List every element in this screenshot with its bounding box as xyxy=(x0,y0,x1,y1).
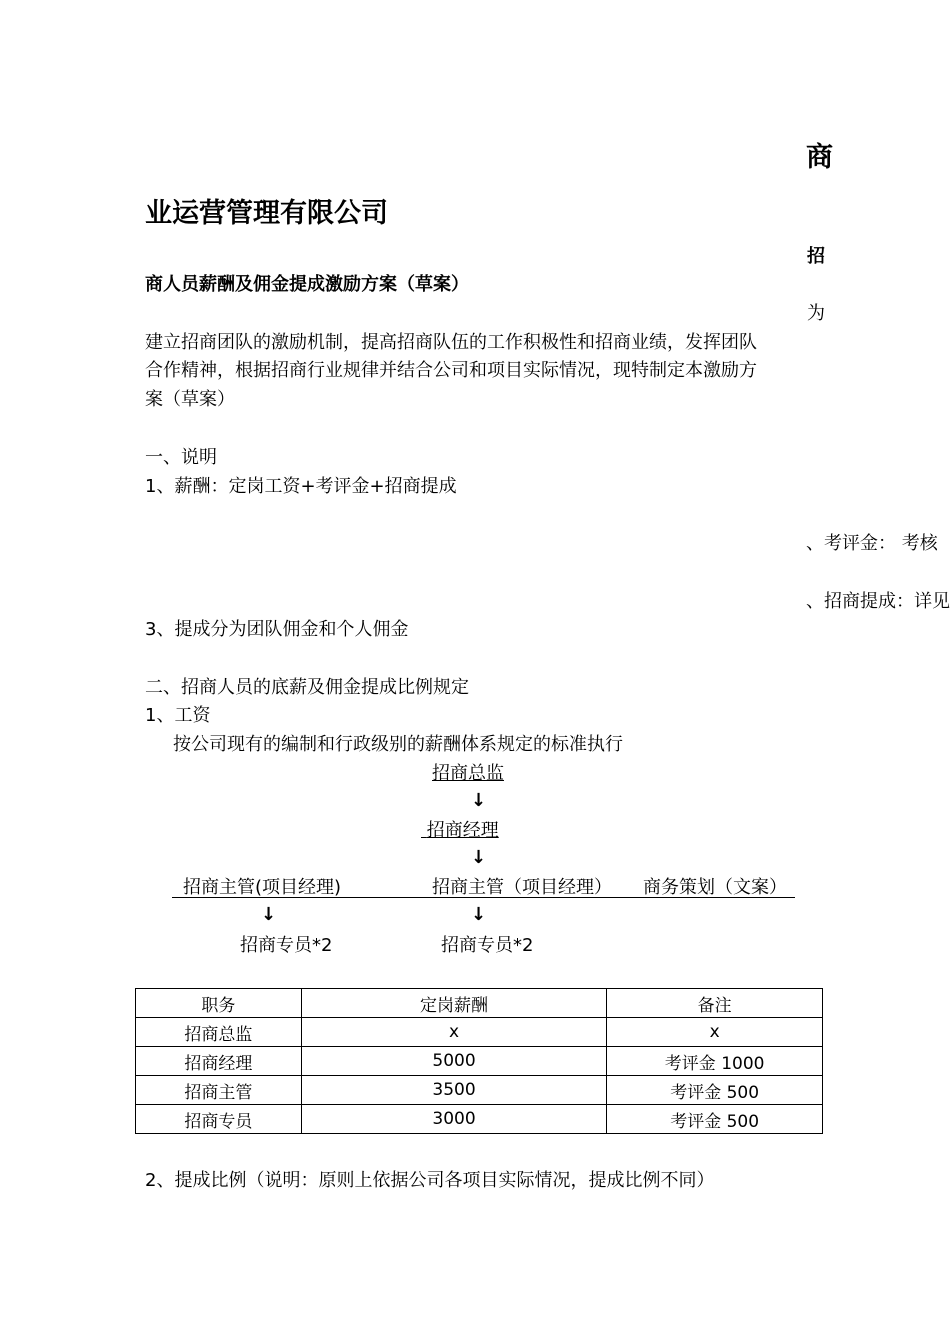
section1-item-3: 、招商提成：详见 xyxy=(806,591,950,612)
org-specialist-left: 招商专员*2 xyxy=(240,935,333,956)
section2-heading: 二、招商人员的底薪及佣金提成比例规定 xyxy=(145,677,469,698)
salary-table xyxy=(135,988,823,1134)
arrow-down-icon: ↓ xyxy=(471,847,487,868)
cell-position: 招商总监 xyxy=(136,1018,302,1047)
cell-position: 招商主管 xyxy=(136,1076,302,1105)
org-specialist-right: 招商专员*2 xyxy=(441,935,534,956)
subtitle-char: 招 xyxy=(807,246,825,267)
col-header-salary: 定岗薪酬 xyxy=(301,989,607,1018)
org-planner: 商务策划（文案） xyxy=(643,877,787,898)
cell-remark: x xyxy=(607,1018,823,1047)
cell-remark: 考评金 500 xyxy=(607,1076,823,1105)
intro-line-3: 案（草案） xyxy=(145,389,235,410)
table-row xyxy=(136,1047,823,1076)
org-supervisor-right: 招商主管（项目经理） xyxy=(432,877,612,898)
cell-remark: 考评金 1000 xyxy=(607,1047,823,1076)
section1-item-2: 、考评金： 考核 xyxy=(806,533,938,554)
cell-salary: 3500 xyxy=(301,1076,607,1105)
section1-heading: 一、说明 xyxy=(145,447,217,468)
org-director: 招商总监 xyxy=(432,763,504,784)
table-header-row xyxy=(136,989,823,1018)
section1-item-1: 1、薪酬：定岗工资+考评金+招商提成 xyxy=(145,476,457,497)
org-divider xyxy=(172,897,795,898)
arrow-down-icon: ↓ xyxy=(471,790,487,811)
section1-item-4: 3、提成分为团队佣金和个人佣金 xyxy=(145,619,409,640)
section2-item-1: 1、工资 xyxy=(145,705,211,726)
section2-item-1-desc: 按公司现有的编制和行政级别的薪酬体系规定的标准执行 xyxy=(173,734,623,755)
title-part1: 商 xyxy=(806,142,833,173)
cell-remark: 考评金 500 xyxy=(607,1105,823,1134)
col-header-remark: 备注 xyxy=(607,989,823,1018)
intro-line-1: 建立招商团队的激励机制，提高招商队伍的工作积极性和招商业绩，发挥团队 xyxy=(145,332,757,353)
table-row xyxy=(136,1018,823,1047)
cell-position: 招商经理 xyxy=(136,1047,302,1076)
cell-position: 招商专员 xyxy=(136,1105,302,1134)
subtitle: 商人员薪酬及佣金提成激励方案（草案） xyxy=(145,274,469,295)
table-row xyxy=(136,1076,823,1105)
cell-salary: 5000 xyxy=(301,1047,607,1076)
arrow-down-icon: ↓ xyxy=(471,904,487,925)
cell-salary: 3000 xyxy=(301,1105,607,1134)
org-supervisor-left: 招商主管(项目经理) xyxy=(183,877,342,898)
cell-salary: x xyxy=(301,1018,607,1047)
arrow-down-icon: ↓ xyxy=(261,904,277,925)
org-manager-label: 招商经理 xyxy=(426,820,499,841)
table-row xyxy=(136,1105,823,1134)
page-title: 业运营管理有限公司 xyxy=(145,198,388,229)
org-manager xyxy=(421,817,499,845)
section2-item-2: 2、提成比例（说明：原则上依据公司各项目实际情况，提成比例不同） xyxy=(145,1170,715,1191)
col-header-position: 职务 xyxy=(136,989,302,1018)
intro-line-2: 合作精神，根据招商行业规律并结合公司和项目实际情况，现特制定本激励方 xyxy=(145,360,757,381)
intro-prefix: 为 xyxy=(807,303,825,324)
